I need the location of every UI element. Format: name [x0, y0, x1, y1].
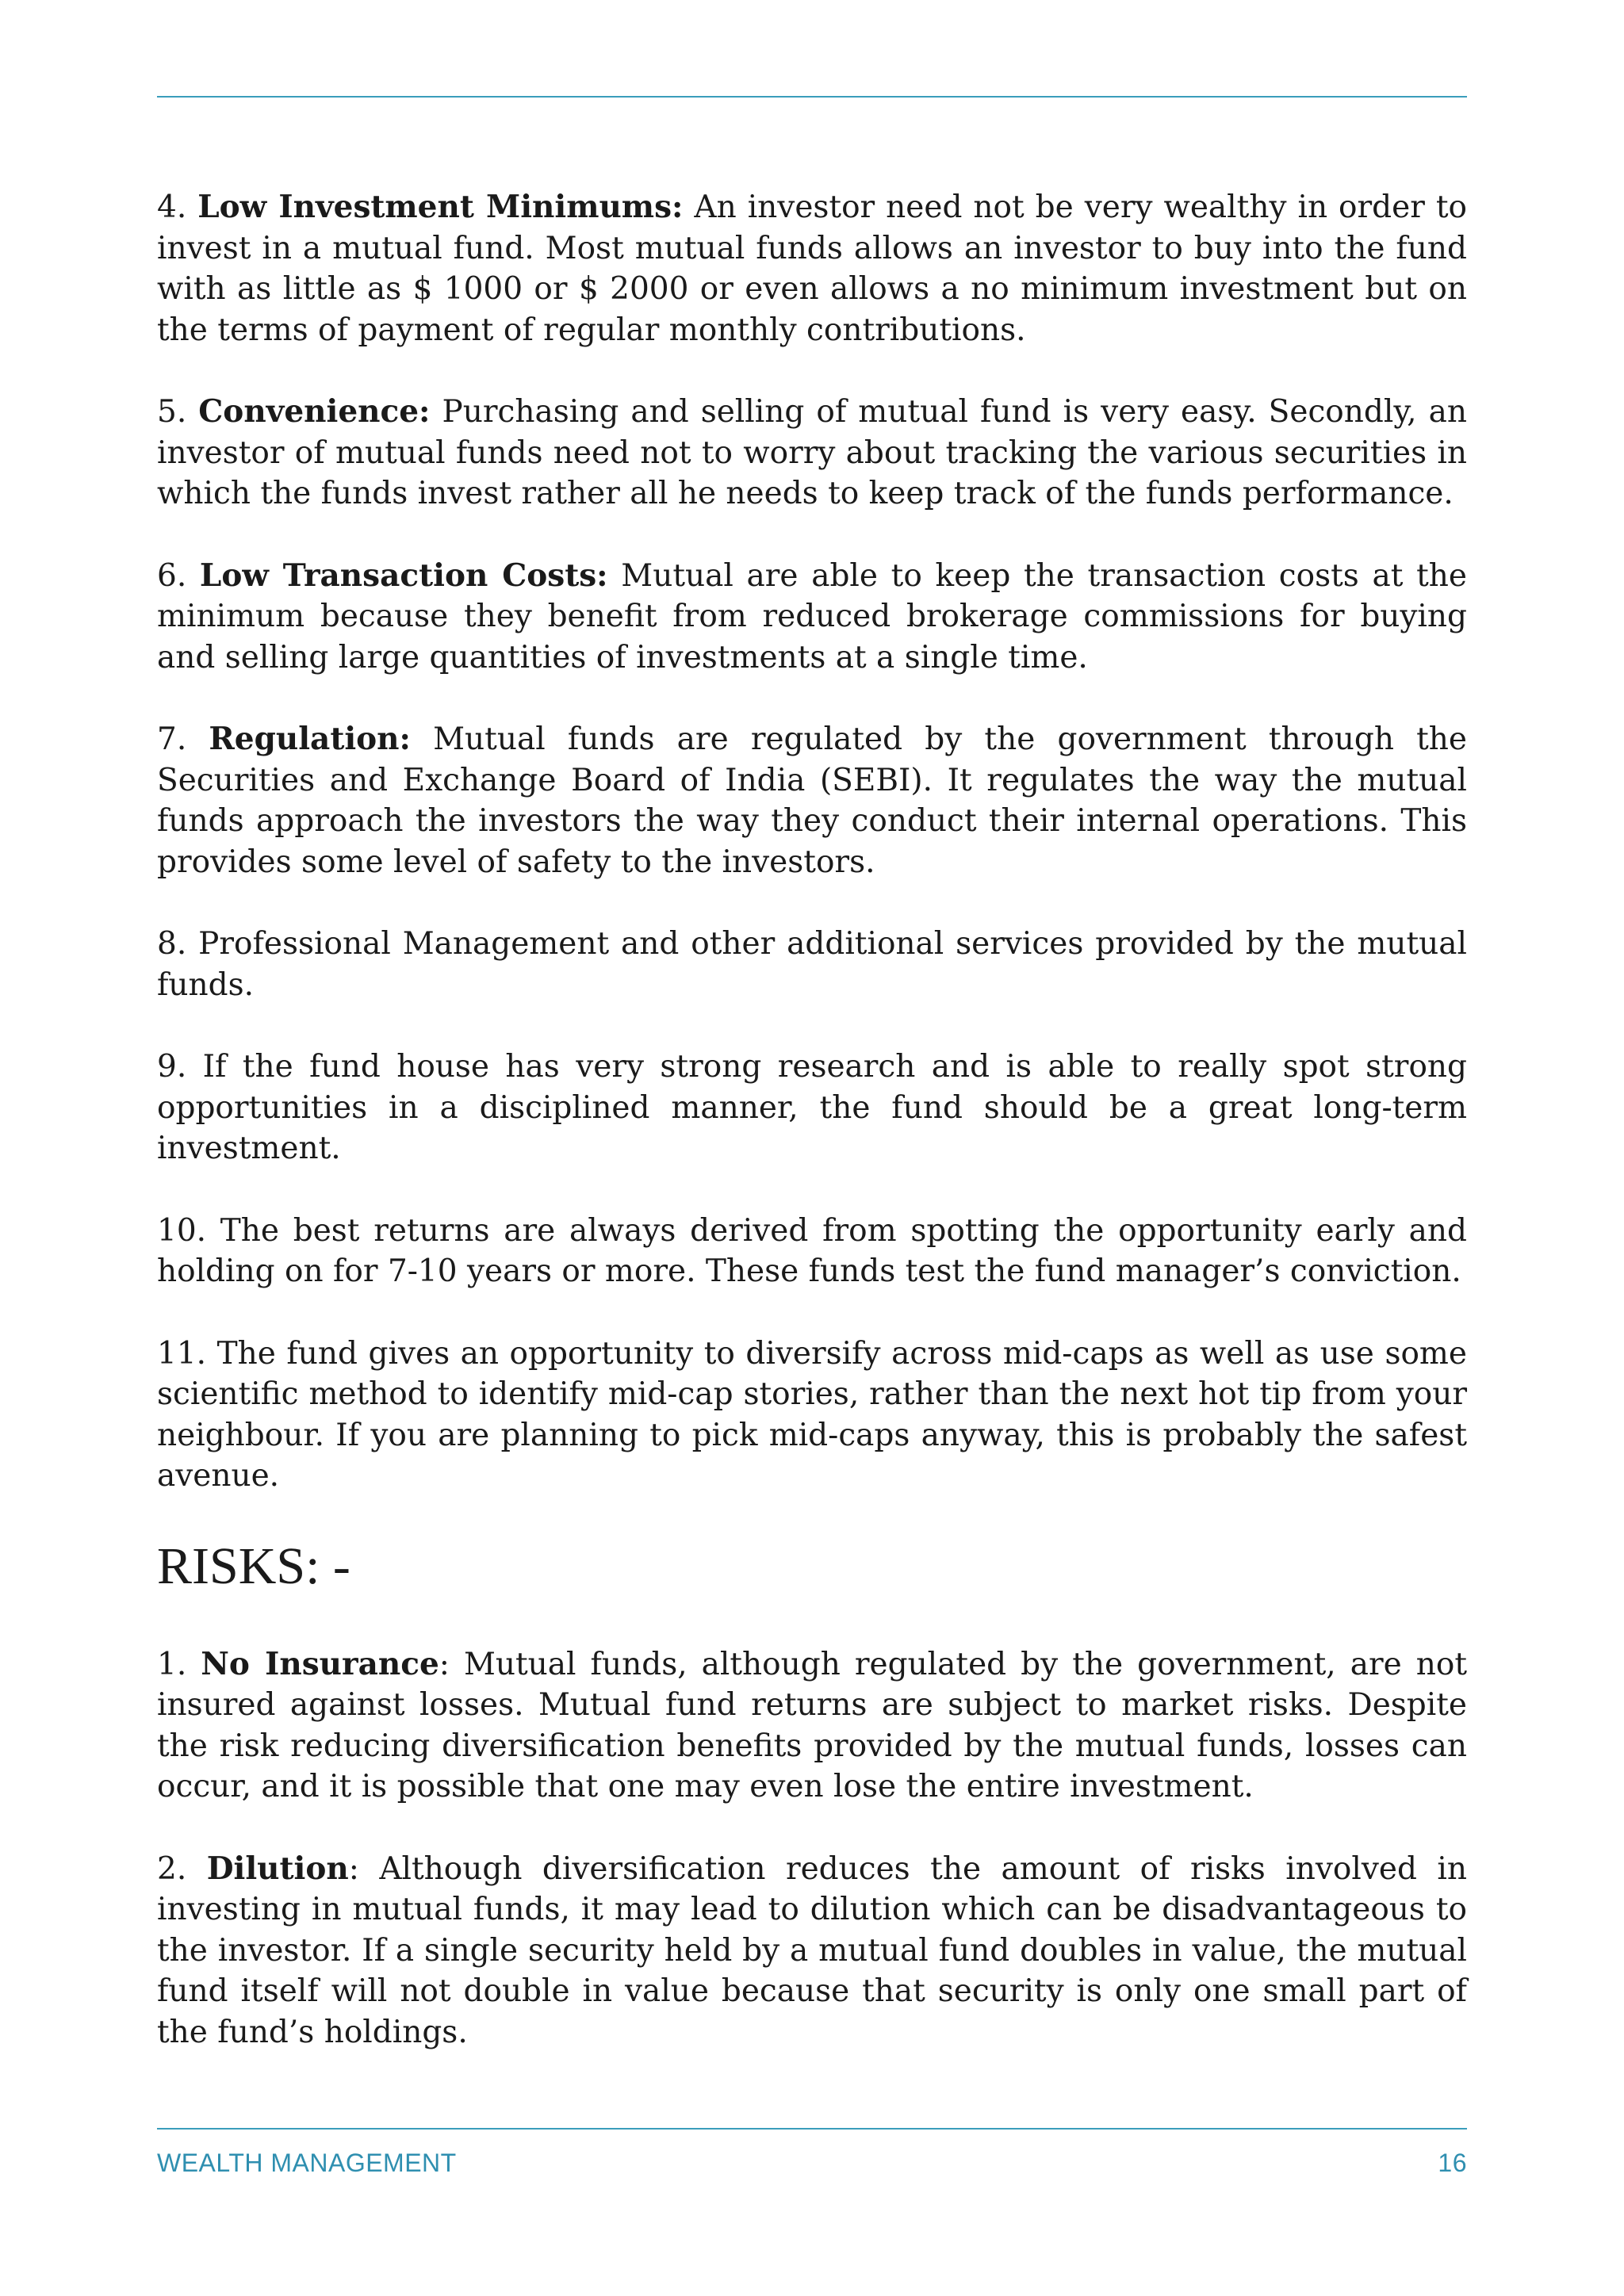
benefit-text: The best returns are always derived from spotting the opportunity early and holding on for 7-10 years or more. These funds test the fund manager’s conviction.: [157, 1212, 1468, 1289]
footer-rule: [157, 2128, 1467, 2130]
risk-title: Dilution: [206, 1850, 349, 1887]
benefit-item: 5. Convenience: Purchasing and selling of mutual fund is very easy. Secondly, an investor of mutual funds need not to worry about tracking the various securities in which the funds invest rather all he needs to keep track of the funds performance.: [157, 393, 1467, 511]
benefit-item: 10. The best returns are always derived from spotting the opportunity early and holding on for 7-10 years or more. These funds test the fund manager’s conviction.: [157, 1212, 1468, 1289]
benefit-text: Professional Management and other additional services provided by the mutual funds.: [157, 926, 1467, 1003]
benefit-item: 11. The fund gives an opportunity to diversify across mid-caps as well as use some scientific method to identify mid-cap stories, rather than the next hot tip from your neighbour. If you are planning to pick mid-caps anyway, this is probably the safest avenue.: [157, 1335, 1467, 1494]
benefit-title: Regulation:: [209, 721, 411, 757]
benefit-title: Convenience:: [198, 393, 431, 430]
risk-item: 1. No Insurance: Mutual funds, although regulated by the government, are not insured against losses. Mutual fund returns are subject to market risks. Despite the risk reducing diversification benefits provided by the mutual funds, losses can occur, and it is possible that one may even lose the entire investment.: [157, 1645, 1467, 1804]
risk-item: 2. Dilution: Although diversification reduces the amount of risks involved in investing in mutual funds, it may lead to dilution which can be disadvantageous to the investor. If a single security held by a mutual fund doubles in value, the mutual fund itself will not double in value because that security is only one small part of the fund’s holdings.: [157, 1850, 1468, 2050]
benefit-item: 7. Regulation: Mutual funds are regulated by the government through the Securities and Exchange Board of India (SEBI). It regulates the way the mutual funds approach the investors the way they conduct their internal operations. This provides some level of safety to the investors.: [157, 721, 1467, 880]
benefit-item: 9. If the fund house has very strong research and is able to really spot strong opportunities in a disciplined manner, the fund should be a great long-term investment.: [157, 1049, 1468, 1166]
benefit-item: 6. Low Transaction Costs: Mutual are able to keep the transaction costs at the minimum because they benefit from reduced brokerage commissions for buying and selling large quantities of investments at a single time.: [157, 557, 1467, 675]
benefit-title: Low Transaction Costs:: [199, 557, 608, 594]
benefit-title: Low Investment Minimums:: [197, 189, 684, 225]
risk-text: : Although diversification reduces the amount of risks involved in investing in mutual funds, it may lead to dilution which can be disadvantageous to the investor. If a single security held by a mutual fund doubles in value, the mutual fund itself will not double in value because that security is only one small part of the fund’s holdings.: [157, 1850, 1468, 2050]
footer-title: WEALTH MANAGEMENT: [157, 2149, 457, 2177]
benefit-text: Mutual are able to keep the transaction costs at the minimum because they benefit from reduced brokerage commissions for buying and selling large quantities of investments at a single time.: [157, 557, 1467, 675]
page-number: 16: [1438, 2149, 1467, 2177]
benefit-text: The fund gives an opportunity to diversify across mid-caps as well as use some scientific method to identify mid-cap stories, rather than the next hot tip from your neighbour. If you are planning to pick mid-caps anyway, this is probably the safest avenue.: [157, 1335, 1467, 1494]
benefit-text: Mutual funds are regulated by the government through the Securities and Exchange Board of India (SEBI). It regulates the way the mutual funds approach the investors the way they conduct their internal operations. This provides some level of safety to the investors.: [157, 721, 1467, 880]
page-content: [157, 187, 1467, 2094]
benefit-text: If the fund house has very strong research and is able to really spot strong opportunities in a disciplined manner, the fund should be a great long-term investment.: [157, 1049, 1468, 1166]
risks-heading: RISKS: -: [157, 1536, 350, 1595]
benefit-text: Purchasing and selling of mutual fund is very easy. Secondly, an investor of mutual funds need not to worry about tracking the various securities in which the funds invest rather all he needs to keep track of the funds performance.: [157, 394, 1467, 511]
risk-text: : Mutual funds, although regulated by the government, are not insured against losses. Mutual fund returns are subject to market risks. Despite the risk reducing diversification benefits provided by the mutual funds, losses can occur, and it is possible that one may even lose the entire investment.: [157, 1646, 1467, 1804]
benefit-item: 4. Low Investment Minimums: An investor need not be very wealthy in order to invest in a mutual fund. Most mutual funds allows an investor to buy into the fund with as little as $ 1000 or $ 2000 or even allows a no minimum investment but on the terms of payment of regular monthly contributions.: [157, 189, 1467, 348]
header-rule: [157, 96, 1467, 98]
benefit-item: 8. Professional Management and other additional services provided by the mutual funds.: [157, 926, 1467, 1003]
risk-title: No Insurance: [201, 1645, 439, 1682]
benefit-text: An investor need not be very wealthy in order to invest in a mutual fund. Most mutual funds allows an investor to buy into the fund with as little as $ 1000 or $ 2000 or even allows a no minimum investment but on the terms of payment of regular monthly contributions.: [157, 189, 1467, 348]
